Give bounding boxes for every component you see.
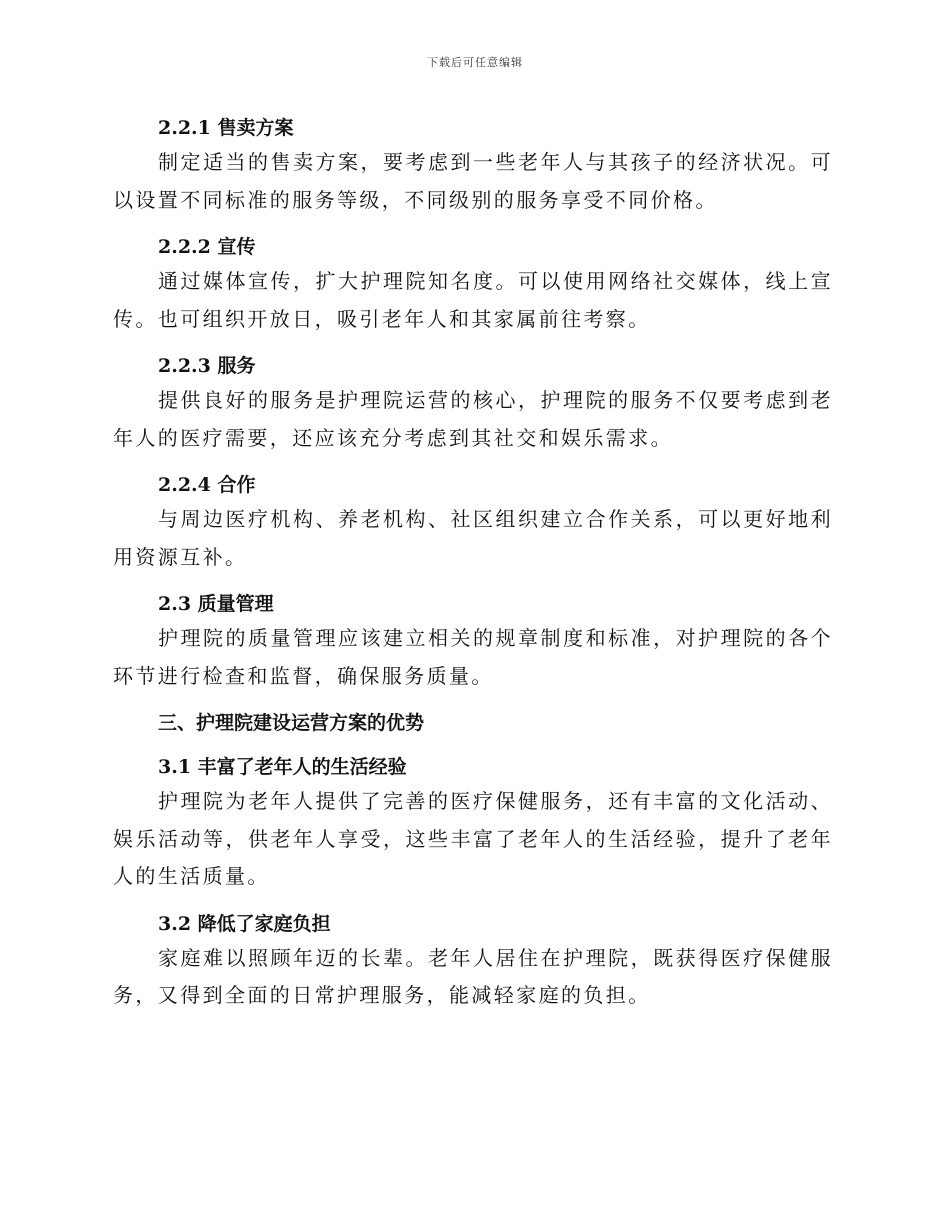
spacer: [113, 896, 833, 908]
section-heading-2-2-4: 2.2.4 合作: [158, 474, 256, 496]
section-paragraph-2-2-4: 与周边医疗机构、养老机构、社区组织建立合作关系，可以更好地利用资源互补。: [113, 507, 833, 569]
page-header: 下载后可任意编辑: [427, 56, 523, 69]
spacer: [113, 338, 833, 350]
section-heading-3-1: 3.1 丰富了老年人的生活经验: [158, 756, 407, 778]
spacer: [113, 219, 833, 231]
section-paragraph-2-2-3: 提供良好的服务是护理院运营的核心，护理院的服务不仅要考虑到老年人的医疗需要，还应该充分考虑到其社交和娱乐需求。: [113, 388, 833, 450]
section-paragraph-3-2: 家庭难以照顾年迈的长辈。老年人居住在护理院，既获得医疗保健服务，又得到全面的日常护理服务，能减轻家庭的负担。: [113, 945, 833, 1007]
section-paragraph-2-2-2: 通过媒体宣传，扩大护理院知名度。可以使用网络社交媒体，线上宣传。也可组织开放日，吸引老年人和其家属前往考察。: [113, 269, 833, 331]
section-heading-2-2-2: 2.2.2 宣传: [158, 236, 256, 258]
section-paragraph-3-1: 护理院为老年人提供了完善的医疗保健服务，还有丰富的文化活动、娱乐活动等，供老年人享受，这些丰富了老年人的生活经验，提升了老年人的生活质量。: [113, 789, 833, 888]
section-paragraph-2-3: 护理院的质量管理应该建立相关的规章制度和标准，对护理院的各个环节进行检查和监督，确保服务质量。: [113, 626, 833, 688]
spacer: [113, 576, 833, 588]
section-heading-2-2-1: 2.2.1 售卖方案: [158, 117, 294, 139]
spacer: [113, 457, 833, 469]
document-body: [113, 112, 833, 1015]
section-heading-2-3: 2.3 质量管理: [158, 593, 274, 615]
section-paragraph-2-2-1: 制定适当的售卖方案，要考虑到一些老年人与其孩子的经济状况。可以设置不同标准的服务等级，不同级别的服务享受不同价格。: [113, 150, 833, 212]
section-heading-3-2: 3.2 降低了家庭负担: [158, 912, 331, 935]
spacer: [113, 695, 833, 707]
section-heading-2-2-3: 2.2.3 服务: [158, 355, 256, 377]
chapter-heading-3: 三、护理院建设运营方案的优势: [158, 712, 425, 734]
